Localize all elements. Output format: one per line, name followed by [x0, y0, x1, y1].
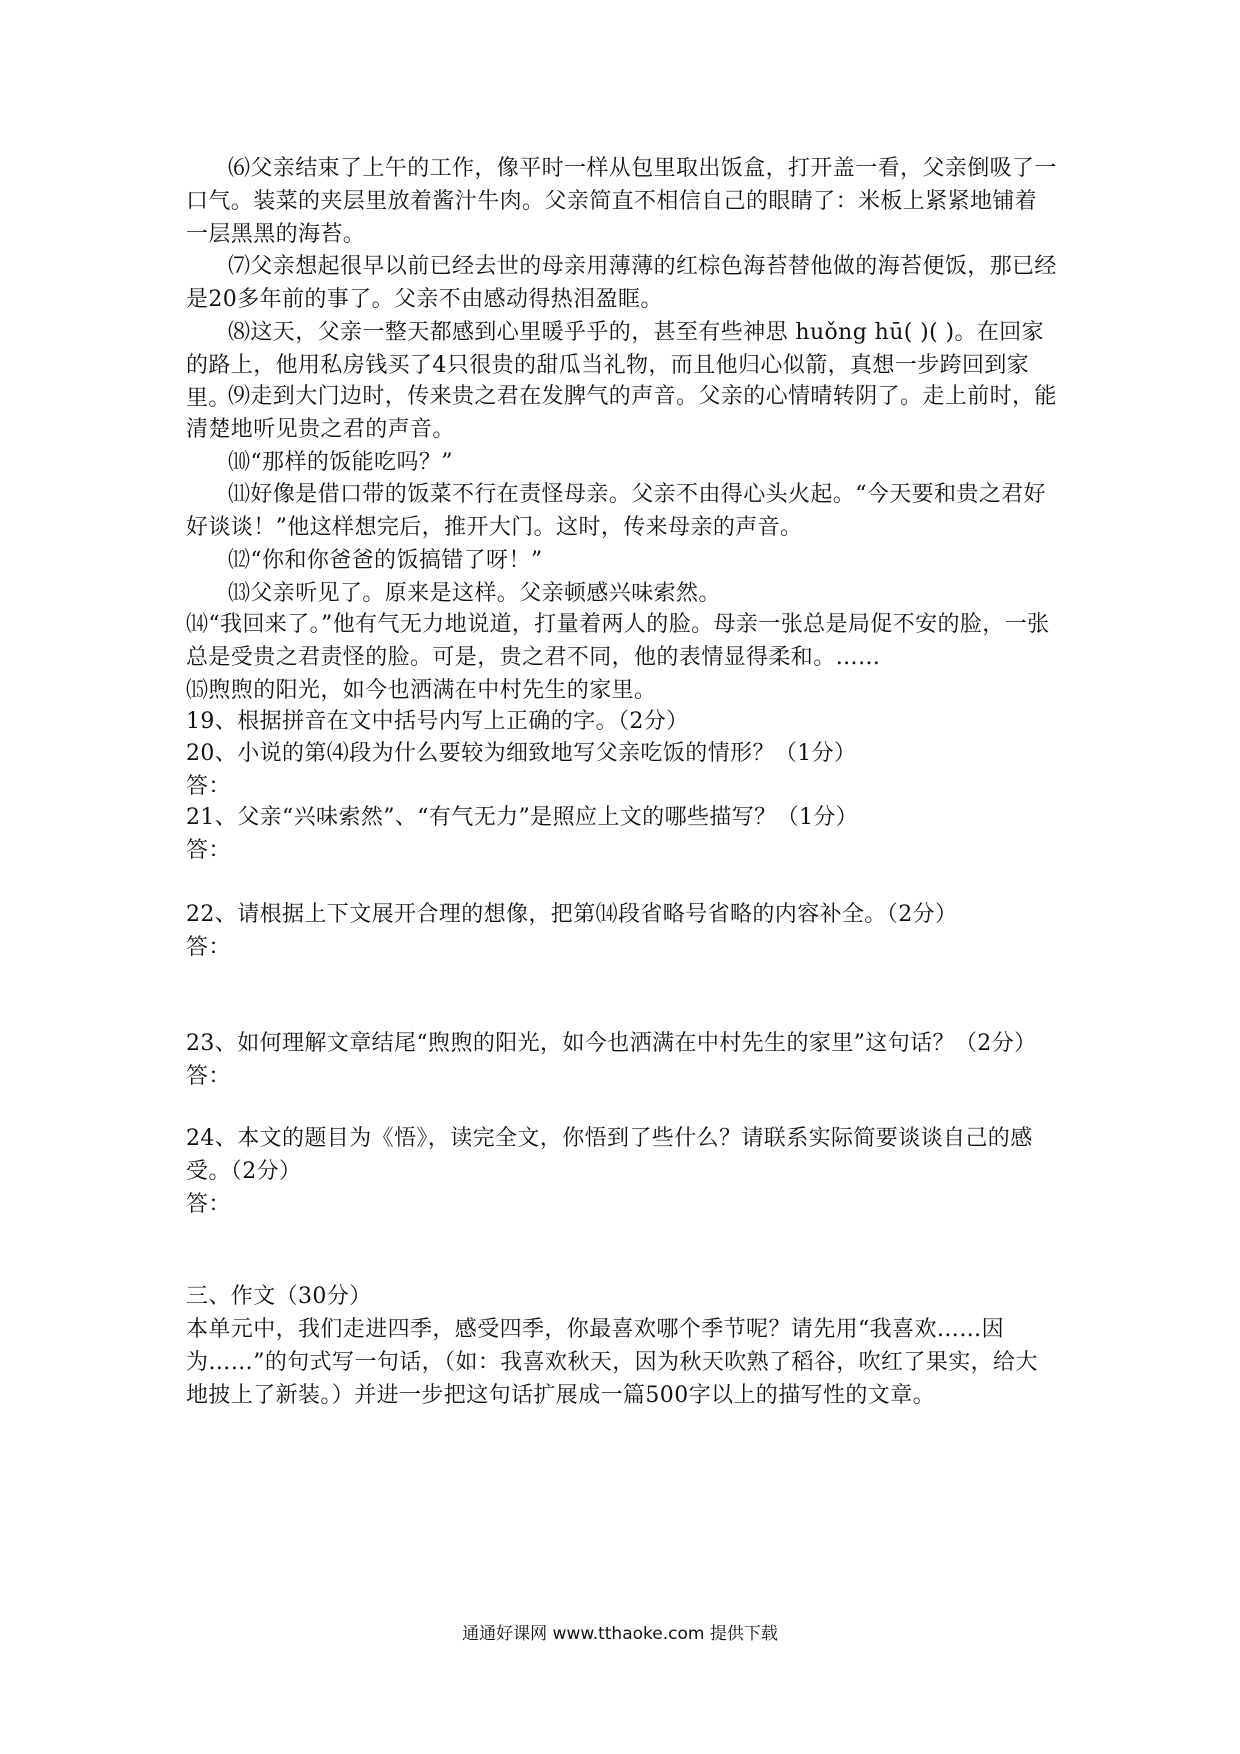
paragraph-8: ⑻这天，父亲一整天都感到心里暖乎乎的，甚至有些神思 huǒng hū( )( )。在回家的路上，他用私房钱买了4只很贵的甜瓜当礼物，而且他归心似箭，真想一步跨回到家里。 [186, 320, 1045, 411]
answer-label-21: 答： [186, 838, 231, 863]
answer-label-22: 答： [186, 935, 231, 960]
composition-prompt: 本单元中，我们走进四季，感受四季，你最喜欢哪个季节呢？请先用“我喜欢……因为……”的句式写一句话，（如：我喜欢秋天，因为秋天吹熟了稻谷，吹红了果实，给大地披上了新装。）并进一步把这句话扩展成一篇500字以上的描写性的文章。 [186, 1317, 1038, 1408]
paragraph-10: ⑽“那样的饭能吃吗？” [228, 450, 453, 475]
question-24: 24、本文的题目为《悟》，读完全文，你悟到了些什么？请联系实际简要谈谈自己的感受。（2分） [186, 1126, 1033, 1184]
composition-heading: 三、作文（30分） [186, 1284, 372, 1309]
paragraph-9: ⑼走到大门边时，传来贵之君在发脾气的声音。父亲的心情晴转阴了。走上前时，能清楚地听见贵之君的声音。 [186, 384, 1057, 442]
paragraph-12: ⑿“你和你爸爸的饭搞错了呀！” [228, 548, 543, 573]
paragraph-14: ⒁“我回来了。”他有气无力地说道，打量着两人的脸。母亲一张总是局促不安的脸，一张总是受贵之君责怪的脸。可是，贵之君不同，他的表情显得柔和。…… [186, 612, 1050, 670]
question-22: 22、请根据上下文展开合理的想像，把第⒁段省略号省略的内容补全。（2分） [186, 902, 958, 927]
paragraph-7: ⑺父亲想起很早以前已经去世的母亲用薄薄的红棕色海苔替他做的海苔便饭，那已经是20多年前的事了。父亲不由感动得热泪盈眶。 [186, 254, 1057, 312]
paragraph-15: ⒂煦煦的阳光，如今也洒满在中村先生的家里。 [186, 678, 657, 703]
answer-label-24: 答： [186, 1192, 231, 1217]
answer-label-23: 答： [186, 1064, 231, 1089]
paragraph-6: ⑹父亲结束了上午的工作，像平时一样从包里取出饭盒，打开盖一看，父亲倒吸了一口气。装菜的夹层里放着酱汁牛肉。父亲简直不相信自己的眼睛了：米板上紧紧地铺着一层黑黑的海苔。 [186, 156, 1057, 247]
question-19: 19、根据拼音在文中括号内写上正确的字。（2分） [186, 709, 689, 734]
question-23: 23、如何理解文章结尾“煦煦的阳光，如今也洒满在中村先生的家里”这句话？（2分） [186, 1031, 1037, 1056]
paragraph-11: ⑾好像是借口带的饭菜不行在责怪母亲。父亲不由得心头火起。“今天要和贵之君好好谈谈！”他这样想完后，推开大门。这时，传来母亲的声音。 [186, 482, 1047, 540]
question-20: 20、小说的第⑷段为什么要较为细致地写父亲吃饭的情形？（1分） [186, 741, 857, 766]
download-footer: 通通好课网 www.tthaoke.com 提供下载 [462, 1624, 778, 1644]
paragraph-13: ⒀父亲听见了。原来是这样。父亲顿感兴味索然。 [228, 581, 721, 606]
question-21: 21、父亲“兴味索然”、“有气无力”是照应上文的哪些描写？（1分） [186, 805, 859, 830]
answer-label-20: 答： [186, 774, 231, 799]
